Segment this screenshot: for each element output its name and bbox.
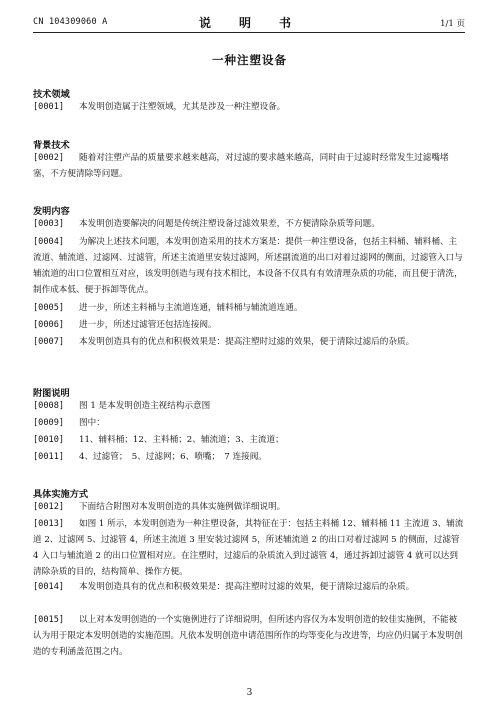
paragraph-number: [0011]	[33, 452, 65, 462]
paragraph-text: 本发明创造要解决的问题是传统注塑设备过滤效果差，不方便清除杂质等问题。	[79, 219, 380, 229]
paragraph-number: [0014]	[33, 582, 65, 592]
page-info: 1/1 页	[440, 19, 465, 29]
paragraph-0001	[33, 99, 465, 115]
publication-number: CN 104309060 A	[33, 17, 108, 27]
paragraph-text: 进一步，所述过滤管还包括连接阀。	[79, 320, 217, 330]
paragraph-0004	[33, 234, 465, 298]
paragraph-0002	[33, 150, 465, 182]
section-heading-embodiment: 具体实施方式	[33, 489, 89, 500]
paragraph-number: [0006]	[33, 320, 65, 330]
page-header	[33, 14, 465, 33]
paragraph-0008	[33, 398, 465, 414]
paragraph-0006	[33, 317, 465, 333]
document-type: 说 明 书	[198, 16, 299, 30]
paragraph-text: 图 1 是本发明创造主视结构示意图	[79, 401, 211, 411]
paragraph-text: 随着对注塑产品的质量要求越来越高，对过滤的要求越来越高，同时由于过滤时经常发生过滤嘴堵塞，不方便清除等问题。	[33, 153, 449, 179]
paragraph-0012	[33, 499, 465, 515]
paragraph-text: 本发明创造属于注塑领域，尤其是涉及一种注塑设备。	[79, 102, 286, 112]
paragraph-text: 本发明创造具有的优点和积极效果是：提高注塑时过滤的效果，便于清除过滤后的杂质。	[79, 582, 415, 592]
paragraph-number: [0001]	[33, 102, 65, 112]
paragraph-number: [0004]	[33, 237, 65, 247]
paragraph-text: 本发明创造具有的优点和积极效果是：提高注塑时过滤的效果，便于清除过滤后的杂质。	[79, 337, 415, 347]
paragraph-text: 如图 1 所示，本发明创造为一种注塑设备，其特征在于：包括主料桶 12、辅料桶 11 主流道 3、辅流道 2、过滤网 5、过滤管 4，所述主流道 3 里安装过滤网 5，所述辅流道 2 的出口对着过滤网 5 的侧面，过滤管 4 入口与辅流道 2 的出口位置相对应。在注塑时，过滤后的杂质流入到过滤管 4，通过拆卸过滤管 4 就可以达到清除杂质的目的，结构简单、操作方便。	[33, 519, 464, 577]
document-title: 一种注塑设备	[212, 53, 287, 67]
paragraph-number: [0012]	[33, 502, 65, 512]
paragraph-number: [0008]	[33, 401, 65, 411]
paragraph-text: 下面结合附图对本发明创造的具体实施例做详细说明。	[79, 502, 286, 512]
paragraph-text: 以上对本发明创造的一个实施例进行了详细说明，但所述内容仅为本发明创造的较佳实施例，不能被认为用于限定本发明创造的实施范围。凡依本发明创造申请范围所作的均等变化与改进等，均应仍归属于本发明创造的专利涵盖范围之内。	[33, 615, 463, 657]
section-heading-drawings: 附图说明	[33, 388, 70, 399]
paragraph-number: [0002]	[33, 153, 65, 163]
page-number: 3	[246, 688, 253, 698]
paragraph-0015	[33, 612, 465, 660]
paragraph-number: [0003]	[33, 219, 65, 229]
paragraph-text: 11、辅料桶；12、主料桶；2、辅流道；3、主流道；	[79, 435, 284, 445]
paragraph-0013	[33, 516, 465, 580]
section-heading-background: 背景技术	[33, 140, 70, 151]
section-heading-invention: 发明内容	[33, 206, 70, 217]
paragraph-number: [0015]	[33, 615, 65, 625]
paragraph-0014	[33, 579, 465, 595]
paragraph-number: [0005]	[33, 303, 65, 313]
section-heading-tech-field: 技术领域	[33, 89, 70, 100]
paragraph-0005	[33, 300, 465, 316]
paragraph-text: 图中：	[79, 418, 105, 428]
paragraph-text: 为解决上述技术问题，本发明创造采用的技术方案是：提供一种注塑设备，包括主料桶、辅料桶、主流道、辅流道、过滤网、过滤管，所述主流道里安装过滤网，所述副流道的出口对着过滤网的侧面，过滤管入口与辅流道的出口位置相互对应，该发明创造与现有技术相比，本设备不仅具有有效清理杂质的功能，而且便于清洗，制作成本低、便于拆卸等优点。	[33, 237, 463, 295]
paragraph-0007	[33, 334, 465, 350]
paragraph-0009	[33, 415, 465, 431]
paragraph-text: 4、过滤管； 5、过滤网；6、喷嘴； 7 连接阀。	[79, 452, 267, 462]
paragraph-0010	[33, 432, 465, 448]
paragraph-0011	[33, 449, 465, 465]
paragraph-number: [0009]	[33, 418, 65, 428]
paragraph-text: 进一步，所述主料桶与主流道连通，辅料桶与辅流道连通。	[79, 303, 303, 313]
paragraph-0003	[33, 216, 465, 232]
paragraph-number: [0013]	[33, 519, 65, 529]
paragraph-number: [0010]	[33, 435, 65, 445]
paragraph-number: [0007]	[33, 337, 65, 347]
